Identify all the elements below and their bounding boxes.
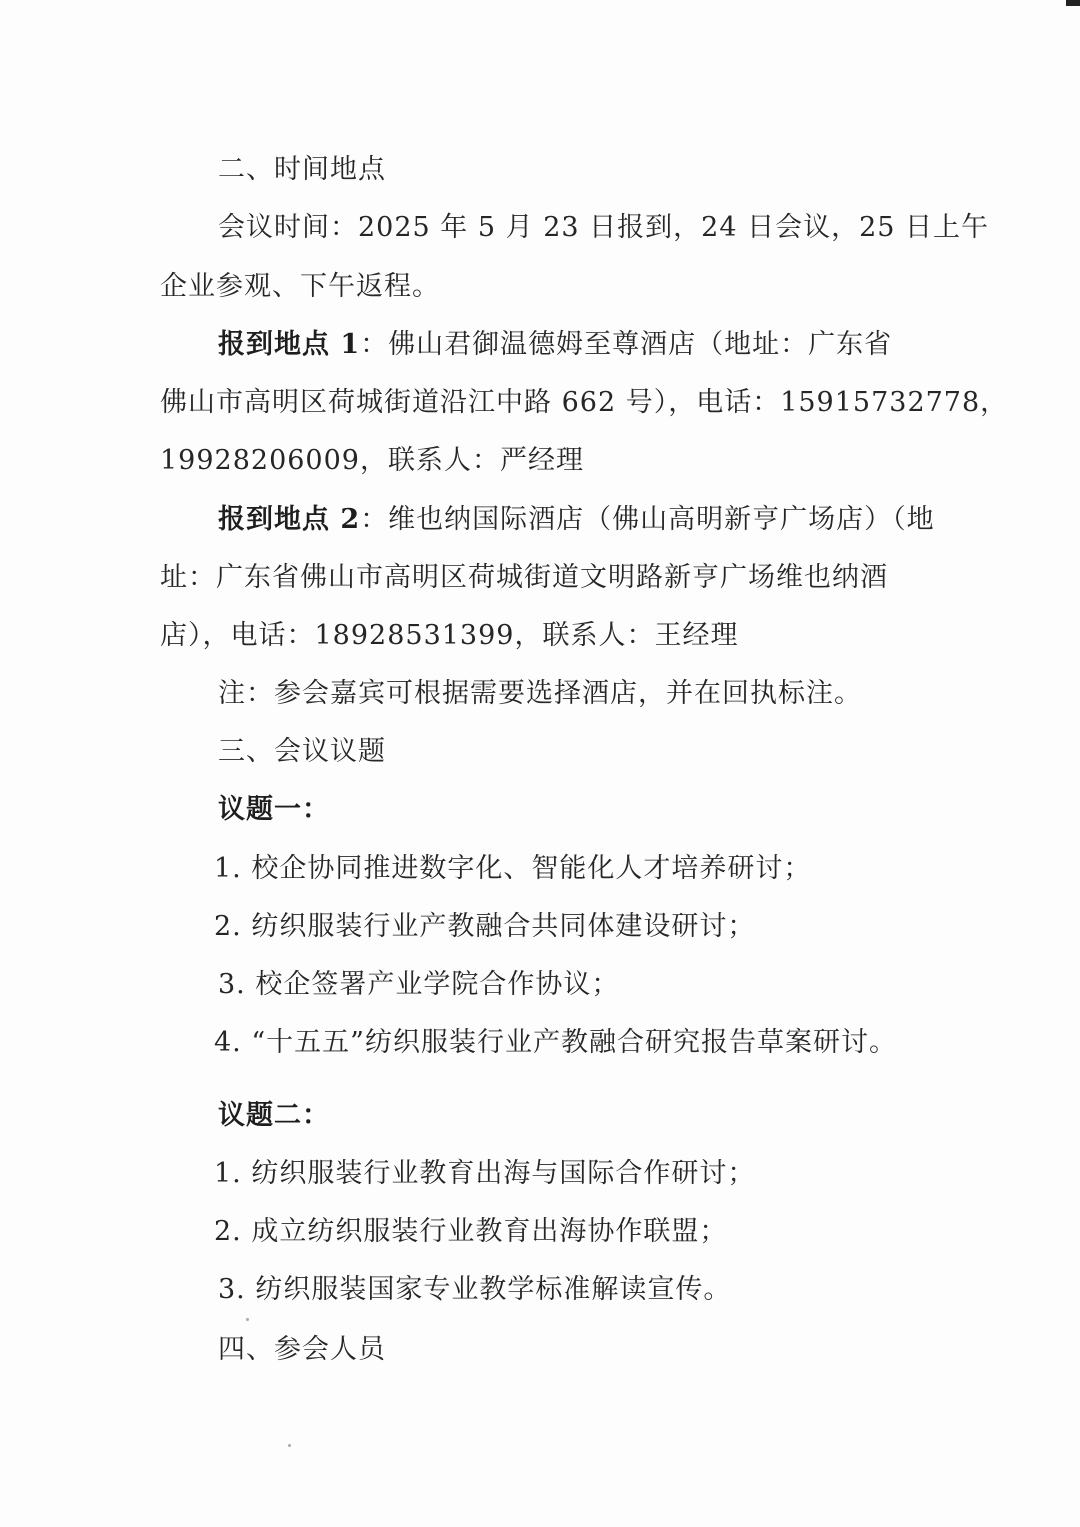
section-heading-topics: 三、会议议题 [218, 736, 386, 767]
topic-2-item: 2. 成立纺织服装行业教育出海协作联盟； [214, 1216, 728, 1247]
venue-2-line-1 [218, 500, 935, 540]
meeting-time-line-2: 企业参观、下午返程。 [160, 271, 440, 302]
venue-2-line-2: 址：广东省佛山市高明区荷城街道文明路新亨广场维也纳酒 [160, 562, 888, 593]
meeting-time-line-1: 会议时间：2025 年 5 月 23 日报到，24 日会议，25 日上午 [218, 212, 990, 243]
topic-1-item: 2. 纺织服装行业产教融合共同体建设研讨； [214, 911, 756, 942]
topic-1-item: 1. 校企协同推进数字化、智能化人才培养研讨； [214, 853, 812, 884]
topic-1-item: 4. “十五五”纺织服装行业产教融合研究报告草案研讨。 [214, 1027, 897, 1058]
hotel-note: 注：参会嘉宾可根据需要选择酒店，并在回执标注。 [218, 678, 862, 709]
scan-speck [288, 1444, 291, 1447]
venue-1-label: 报到地点 1 [218, 329, 361, 360]
scan-speck [246, 1318, 249, 1321]
venue-2-label: 报到地点 2 [218, 504, 361, 535]
venue-2-line-1-text: ：维也纳国际酒店（佛山高明新亨广场店）（地 [360, 504, 935, 535]
section-heading-attendees: 四、参会人员 [218, 1334, 386, 1365]
scan-corner-mark [1066, 0, 1080, 6]
venue-2-line-3: 店），电话：18928531399，联系人：王经理 [160, 620, 739, 651]
topic-1-item: 3. 校企签署产业学院合作协议； [218, 969, 620, 1000]
section-heading-time-place: 二、时间地点 [218, 154, 386, 185]
venue-1-line-1-text: ：佛山君御温德姆至尊酒店（地址：广东省 [360, 329, 893, 360]
topic-2-item: 1. 纺织服装行业教育出海与国际合作研讨； [214, 1158, 756, 1189]
venue-1-line-2: 佛山市高明区荷城街道沿江中路 662 号），电话：15915732778， [160, 387, 1009, 418]
topic-2-title: 议题二： [218, 1100, 330, 1131]
venue-1-line-1 [218, 325, 918, 365]
topic-2-item: 3. 纺织服装国家专业教学标准解读宣传。 [218, 1274, 732, 1305]
topic-1-title: 议题一： [218, 794, 330, 825]
venue-1-line-3: 19928206009，联系人：严经理 [160, 445, 584, 476]
